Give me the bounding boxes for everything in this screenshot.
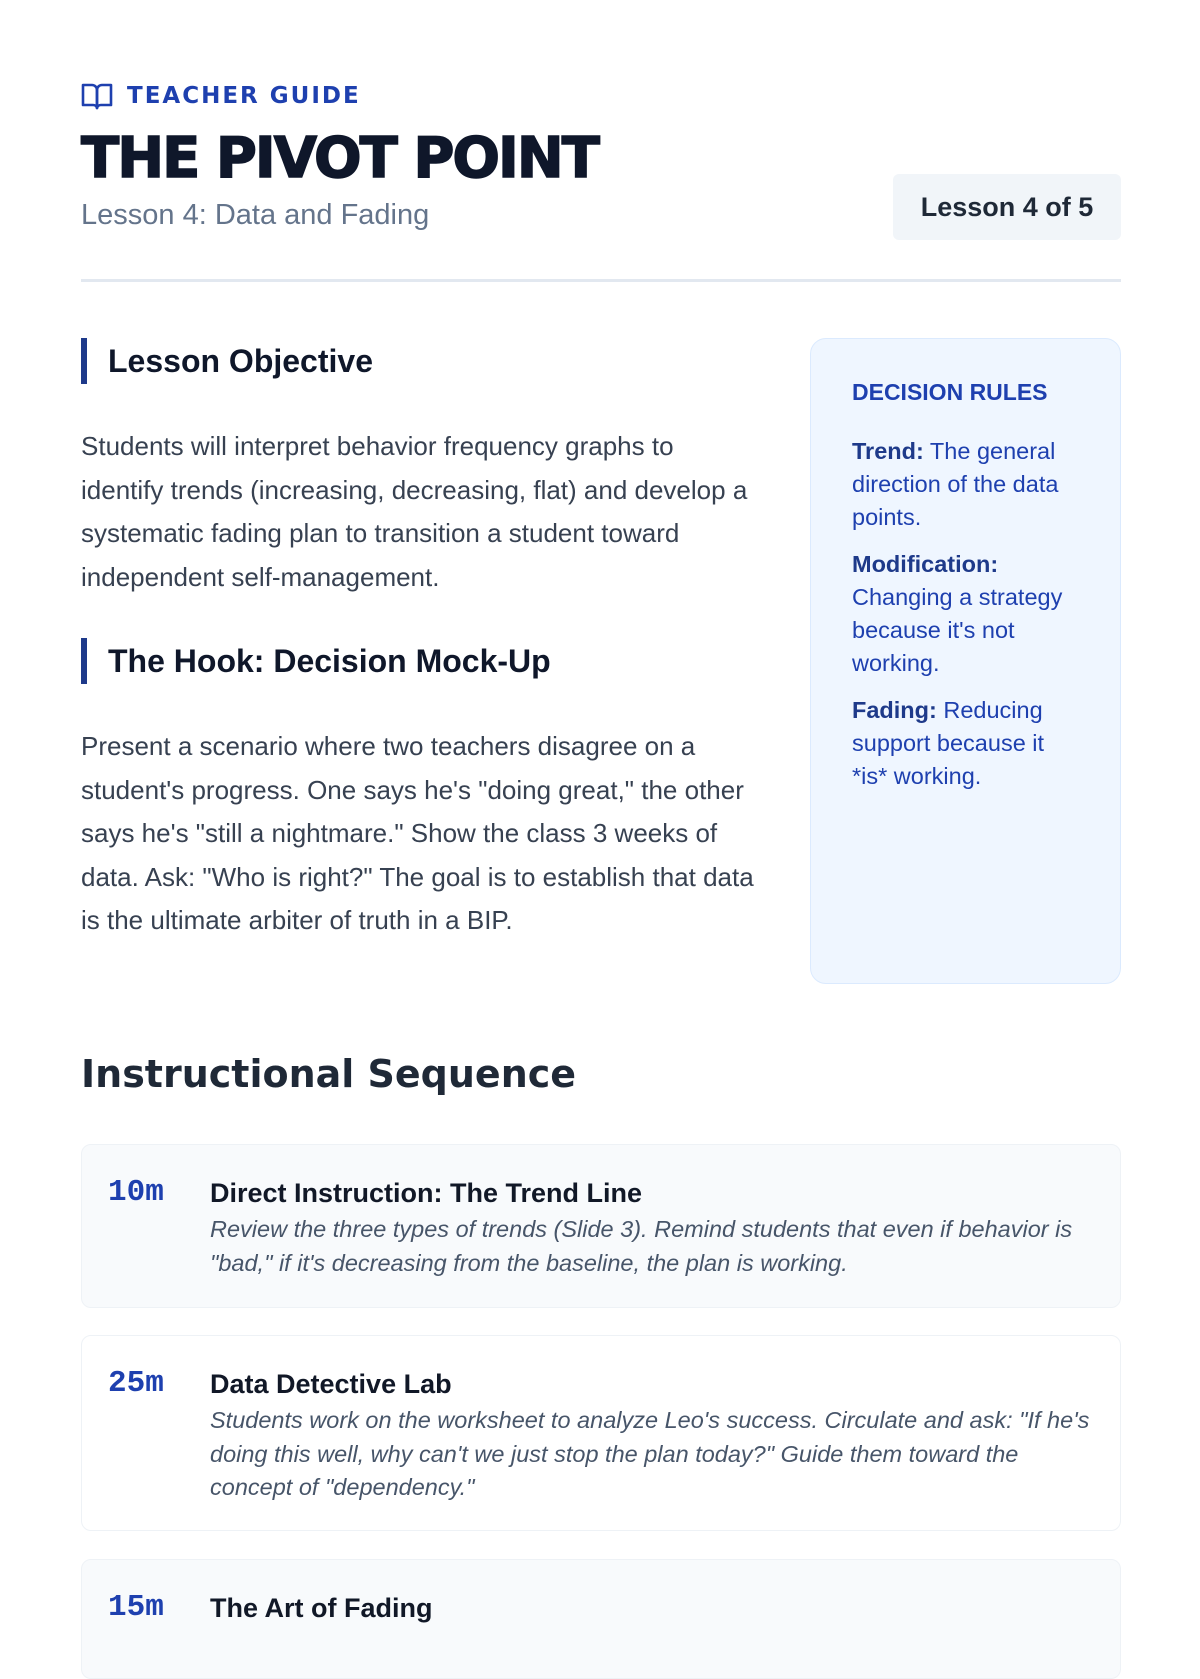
hook-heading: The Hook: Decision Mock-Up (81, 638, 551, 684)
rule-term: Fading: (852, 697, 937, 723)
hook-text: Present a scenario where two teachers disagree on a student's progress. One says he's "doing great," the other says he's "still a nightmare." Show the class 3 weeks of data. Ask: "Who is right?" The goal is to establish that data is the ultimate arbiter of truth in a BIP. (81, 731, 754, 935)
open-book-icon (81, 82, 113, 110)
step-description: Review the three types of trends (Slide 3). Remind students that even if behavior is "bad," if it's decreasing from the baseline, the plan is working. (210, 1216, 1073, 1276)
sequence-step (81, 1559, 1121, 1679)
step-title: The Art of Fading (210, 1593, 433, 1623)
eyebrow-label: TEACHER GUIDE (127, 82, 361, 109)
rule-definition: Changing a strategy because it's not working. (852, 584, 1063, 676)
step-body (210, 1366, 1100, 1504)
decision-rules-panel (810, 338, 1121, 984)
teacher-guide-page (81, 0, 1121, 1625)
eyebrow (81, 82, 361, 110)
sequence-heading: Instructional Sequence (81, 1052, 577, 1096)
header-divider (81, 279, 1121, 282)
rule-fading (852, 694, 1082, 793)
step-duration: 25m (108, 1366, 164, 1401)
rule-term: Trend: (852, 438, 924, 464)
page-title: THE PIVOT POINT (81, 126, 598, 191)
step-duration: 15m (108, 1590, 164, 1625)
step-body (210, 1590, 1100, 1652)
objective-text: Students will interpret behavior frequency graphs to identify trends (increasing, decreasing, flat) and develop a systematic fading plan to transition a student toward independent self-management. (81, 431, 748, 592)
decision-rules-title: DECISION RULES (852, 379, 1048, 405)
objective-heading: Lesson Objective (81, 338, 373, 384)
step-duration: 10m (108, 1175, 164, 1210)
rule-trend (852, 435, 1082, 534)
sequence-step (81, 1144, 1121, 1308)
rule-definition: Reducing support because it *is* working. (852, 697, 1045, 789)
lesson-progress-badge: Lesson 4 of 5 (893, 174, 1121, 240)
sequence-step (81, 1335, 1121, 1531)
page-subtitle: Lesson 4: Data and Fading (81, 199, 430, 231)
rule-definition: The general direction of the data points. (852, 438, 1059, 530)
rule-modification (852, 548, 1082, 680)
step-title: Data Detective Lab (210, 1369, 452, 1399)
step-title: Direct Instruction: The Trend Line (210, 1178, 643, 1208)
step-description: Students work on the worksheet to analyze Leo's success. Circulate and ask: "If he's doing this well, why can't we just stop the plan today?" Guide them toward the concept of "dependency." (210, 1407, 1090, 1500)
rule-term: Modification: (852, 551, 999, 577)
step-body (210, 1175, 1100, 1281)
